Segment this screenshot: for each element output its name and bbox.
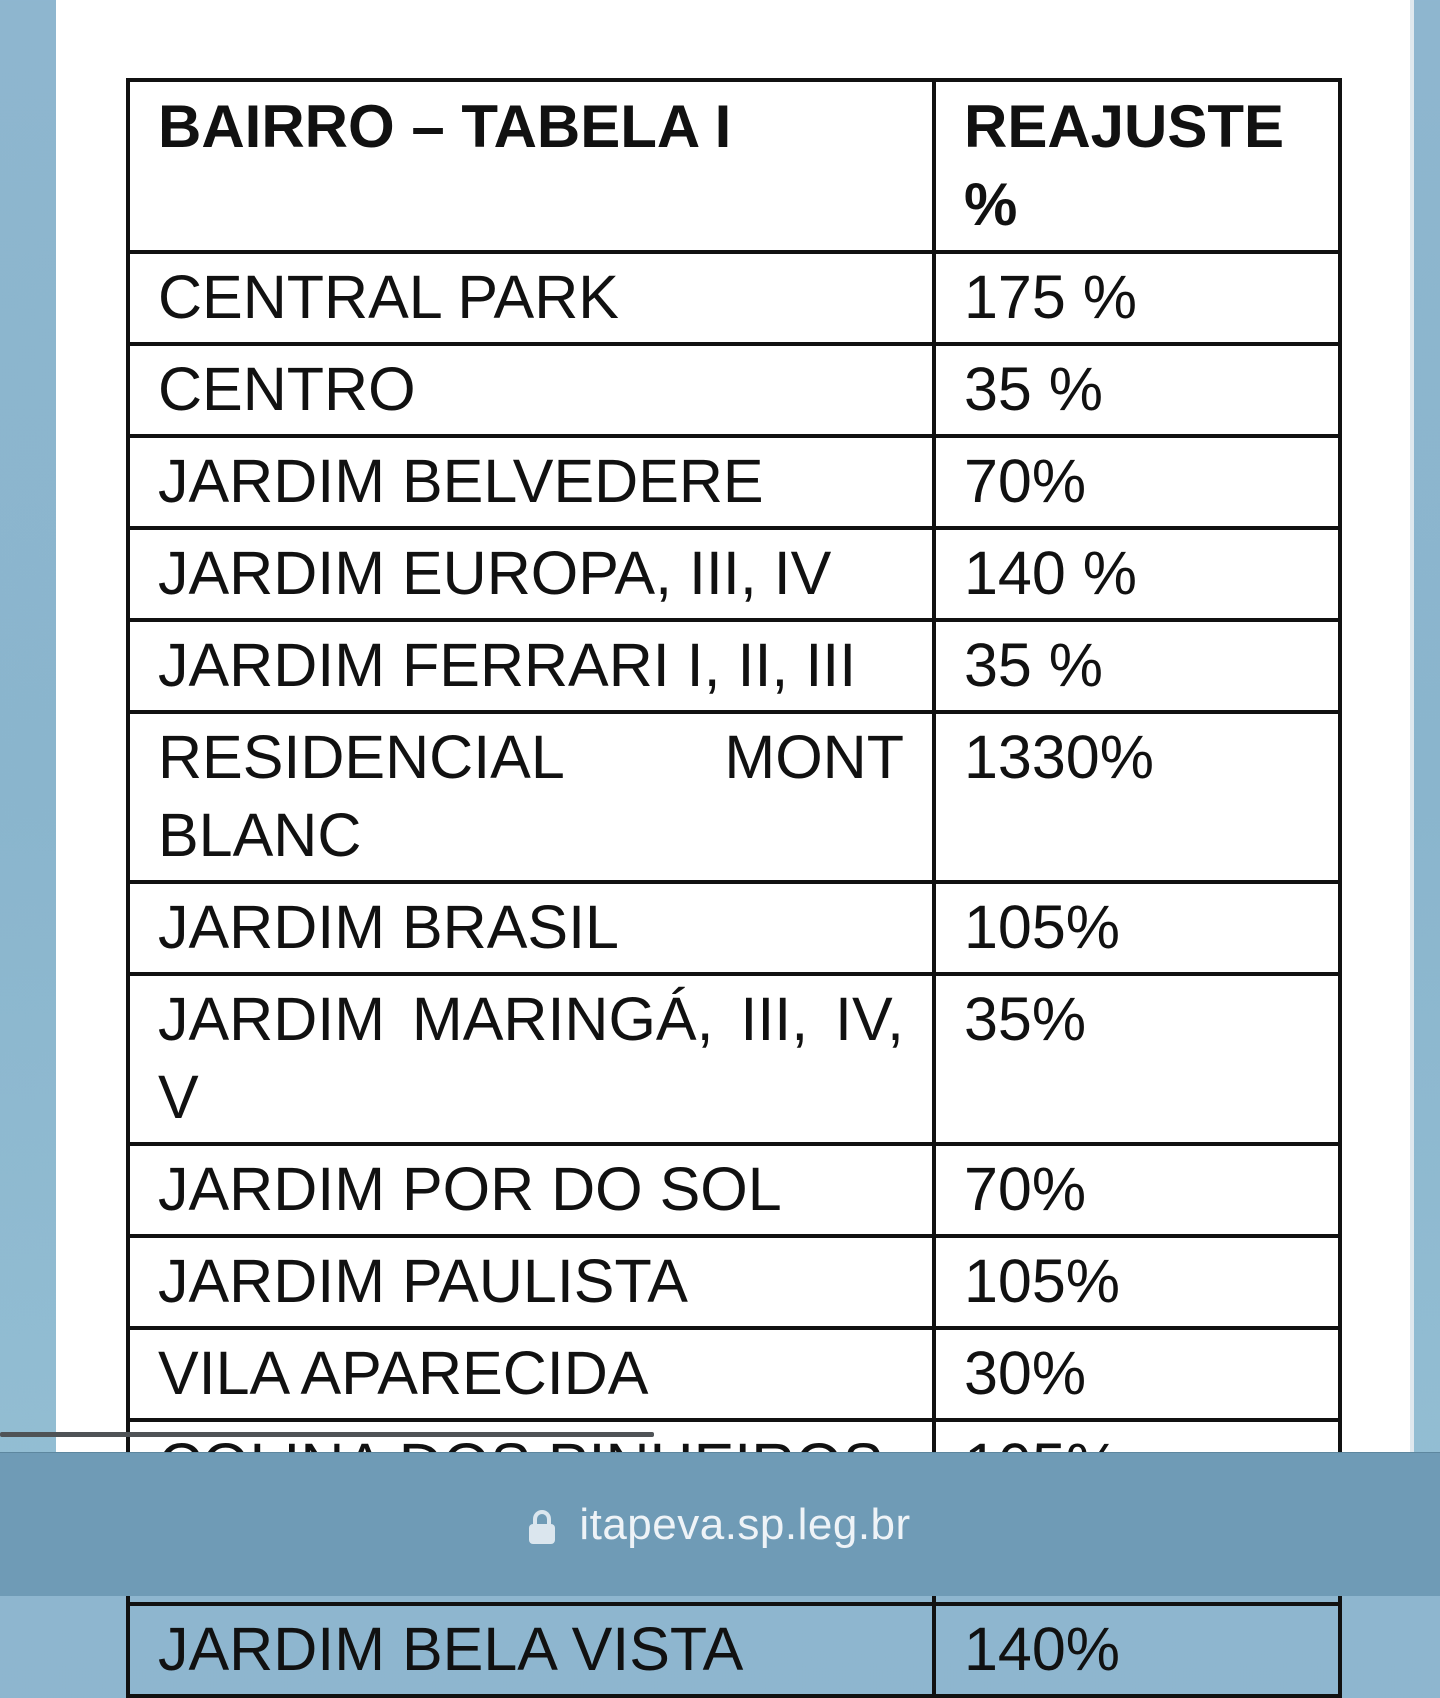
table-row	[128, 344, 1340, 436]
cell-bairro: JARDIM BELVEDERE	[128, 436, 934, 528]
cell-bairro: JARDIM PAULISTA	[128, 1236, 934, 1328]
table-header-row	[128, 80, 1340, 252]
cell-reajuste: 140%	[934, 1604, 1340, 1696]
url-text[interactable]: itapeva.sp.leg.br	[579, 1499, 911, 1549]
table-row	[128, 1144, 1340, 1236]
table-row	[128, 620, 1340, 712]
table-row	[128, 1236, 1340, 1328]
cell-bairro: VILA APARECIDA	[128, 1328, 934, 1420]
table-row	[128, 974, 1340, 1144]
table-row	[128, 1604, 1340, 1696]
url-container[interactable]	[0, 1453, 1440, 1596]
cell-reajuste: 35 %	[934, 620, 1340, 712]
cell-reajuste: 35%	[934, 974, 1340, 1144]
cell-bairro: CENTRO	[128, 344, 934, 436]
table-row	[128, 528, 1340, 620]
cell-bairro: JARDIM BELA VISTA	[128, 1604, 934, 1696]
cell-bairro: JARDIM POR DO SOL	[128, 1144, 934, 1236]
header-reajuste: REAJUSTE %	[934, 80, 1340, 252]
cell-reajuste: 105%	[934, 1236, 1340, 1328]
header-bairro: BAIRRO – TABELA I	[128, 80, 934, 252]
cell-reajuste: 30%	[934, 1328, 1340, 1420]
cell-reajuste: 140 %	[934, 528, 1340, 620]
cell-reajuste: 35 %	[934, 344, 1340, 436]
table-row	[128, 882, 1340, 974]
table-row	[128, 252, 1340, 344]
cell-reajuste: 70%	[934, 1144, 1340, 1236]
cell-reajuste: 70%	[934, 436, 1340, 528]
cell-bairro: JARDIM MARINGÁ, III, IV, V	[128, 974, 934, 1144]
cell-bairro: CENTRAL PARK	[128, 252, 934, 344]
lock-icon	[529, 1510, 555, 1544]
cell-reajuste: 1330%	[934, 712, 1340, 882]
cell-reajuste: 175 %	[934, 252, 1340, 344]
horizontal-scrollbar[interactable]	[0, 1432, 654, 1437]
browser-address-bar[interactable]	[0, 1452, 1440, 1596]
cell-bairro: JARDIM FERRARI I, II, III	[128, 620, 934, 712]
table-row	[128, 436, 1340, 528]
cell-reajuste: 105%	[934, 882, 1340, 974]
table-row	[128, 712, 1340, 882]
cell-bairro: JARDIM EUROPA, III, IV	[128, 528, 934, 620]
cell-bairro: JARDIM BRASIL	[128, 882, 934, 974]
cell-bairro: RESIDENCIAL MONT BLANC	[128, 712, 934, 882]
table-row	[128, 1328, 1340, 1420]
page-edge	[1410, 0, 1414, 1452]
